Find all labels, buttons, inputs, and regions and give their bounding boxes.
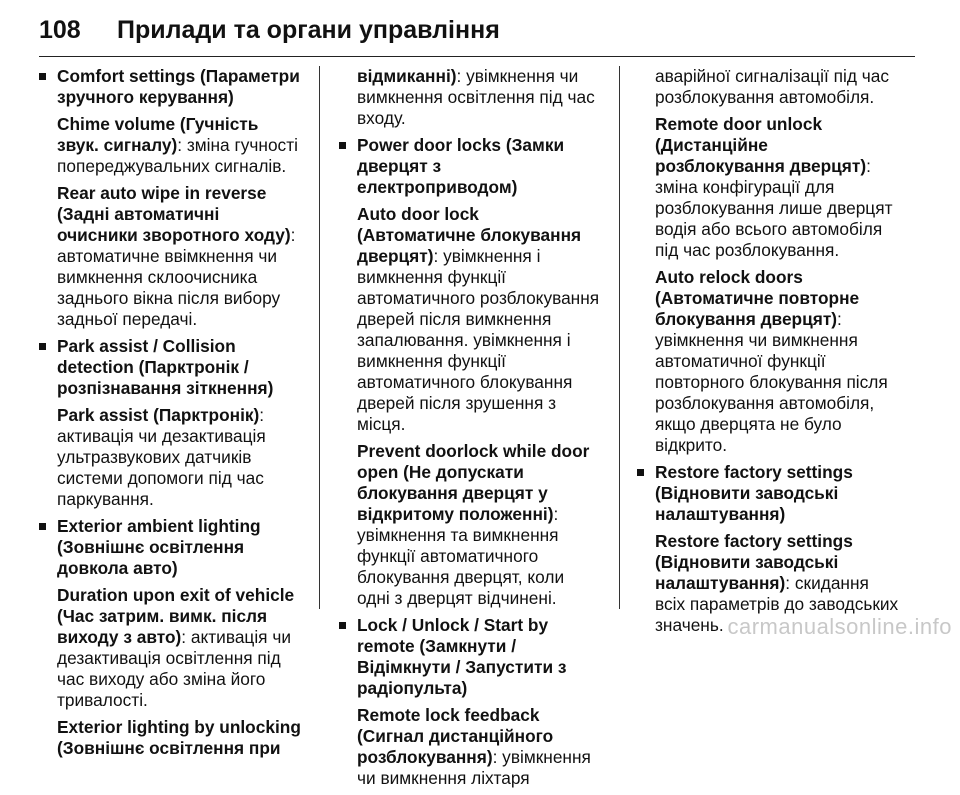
menu-entry <box>39 66 301 330</box>
setting-name: Chime volume (Гучність звук. сигналу) <box>57 114 259 155</box>
setting-text: : зміна конфігурації для розблокування лише дверцят водія або всього автомобіля під час розблокування. <box>655 156 893 260</box>
setting-text: : увімкнення та вимкнення функції автоматичного блокування дверцят, коли одні з дверцят відчинені. <box>357 504 565 608</box>
page-title: Прилади та органи управління <box>117 15 500 44</box>
setting-description <box>57 585 301 711</box>
entry-heading: Power door locks (Замки дверцят з електроприводом) <box>357 135 565 197</box>
entry-heading: Park assist / Collision detection (Парктронік / розпізнавання зіткнення) <box>57 336 274 398</box>
setting-description <box>655 267 901 456</box>
setting-name: Auto relock doors (Автоматичне повторне блокування дверцят) <box>655 267 860 329</box>
column-1 <box>39 66 301 765</box>
menu-entry <box>339 135 601 609</box>
header-divider <box>39 56 915 57</box>
setting-description <box>57 114 301 177</box>
setting-text: аварійної сигналізації під час розблокування автомобіля. <box>655 66 889 107</box>
setting-description <box>57 405 301 510</box>
setting-description <box>357 66 601 129</box>
setting-text: : активація чи дезактивація освітлення під час виходу або зміна його тривалості. <box>57 627 291 710</box>
setting-name: Rear auto wipe in reverse (Задні автоматичні очисники зворотного ходу) <box>57 183 291 245</box>
setting-name: Exterior lighting by unlocking (Зовнішнє освітлення при <box>57 717 301 758</box>
setting-name: Auto door lock (Автоматичне блокування дверцят) <box>357 204 582 266</box>
entry-heading: Exterior ambient lighting (Зовнішнє освітлення довкола авто) <box>57 516 261 578</box>
setting-text: : увімкнення чи вимкнення ліхтаря <box>357 747 591 788</box>
watermark: carmanualsonline.info <box>727 614 952 639</box>
setting-text: : активація чи дезактивація ультразвукових датчиків системи допомоги під час паркування. <box>57 405 266 509</box>
setting-text: : скидання всіх параметрів до заводських значень. <box>655 573 899 635</box>
setting-description <box>357 204 601 435</box>
setting-name: Park assist (Парктронік) <box>57 405 260 425</box>
setting-name: Restore factory settings (Відновити заводські налаштування) <box>655 531 853 593</box>
setting-description <box>57 183 301 330</box>
setting-name: Duration upon exit of vehicle (Час затрим. вимк. після виходу з авто) <box>57 585 295 647</box>
setting-text: : автоматичне ввімкнення чи вимкнення склоочисника заднього вікна після вибору задньої передачі. <box>57 225 296 329</box>
entry-heading: Restore factory settings (Відновити заводські налаштування) <box>655 462 853 524</box>
page-number: 108 <box>39 15 81 44</box>
setting-description <box>655 114 901 261</box>
setting-text: : увімкнення і вимкнення функції автоматичного розблокування дверей після вимкнення запалювання. увімкнення і вимкнення функції автоматичного блокування дверей після зрушення з місця. <box>357 246 600 434</box>
setting-description <box>357 705 601 789</box>
page-header <box>39 10 500 50</box>
entry-heading: Comfort settings (Параметри зручного керування) <box>57 66 300 107</box>
menu-entry <box>39 516 301 759</box>
menu-entry <box>339 615 601 789</box>
column-divider <box>619 66 620 609</box>
setting-name: Remote lock feedback (Сигнал дистанційного розблокування) <box>357 705 554 767</box>
setting-description <box>357 441 601 609</box>
menu-entry <box>637 462 901 636</box>
setting-text: : зміна гучності попереджувальних сигналів. <box>57 135 298 176</box>
column-2 <box>339 66 601 795</box>
continued-text <box>339 66 601 129</box>
column-3 <box>637 66 901 642</box>
column-divider <box>319 66 320 609</box>
setting-name: відмиканні) <box>357 66 457 86</box>
setting-name: Prevent doorlock while door open (Не допускати блокування дверцят у відкритому положенні) <box>357 441 590 524</box>
setting-text: : увімкнення чи вимкнення автоматичної функції повторного блокування після розблокування автомобіля, якщо дверцята не було відкрито. <box>655 309 888 455</box>
setting-name: Remote door unlock (Дистанційне розблокування дверцят) <box>655 114 867 176</box>
continued-text <box>637 66 901 456</box>
setting-text: : увімкнення чи вимкнення освітлення під час входу. <box>357 66 595 128</box>
menu-entry <box>39 336 301 510</box>
entry-heading: Lock / Unlock / Start by remote (Замкнути / Відімкнути / Запустити з радіопульта) <box>357 615 567 698</box>
